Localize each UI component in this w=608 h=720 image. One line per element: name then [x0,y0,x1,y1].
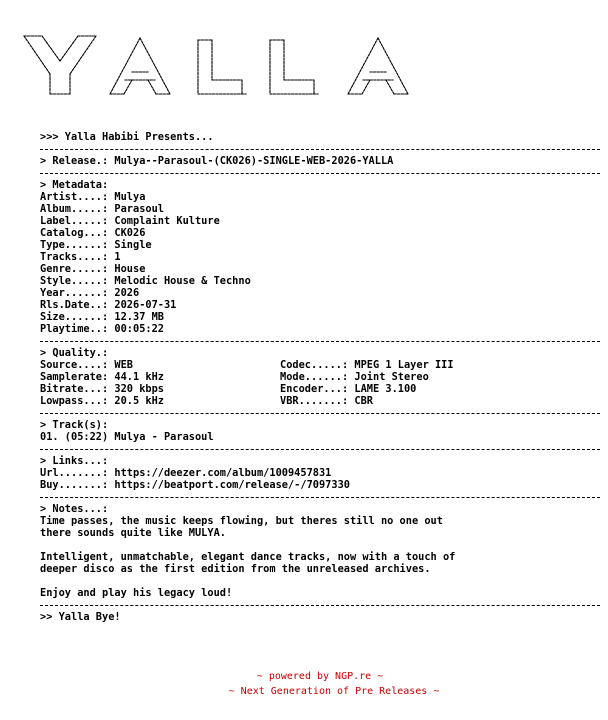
quality-codec: Codec.....: MPEG 1 Layer III [280,359,454,371]
blank-line [40,575,455,587]
intro-line: >>> Yalla Habibi Presents... [40,131,214,143]
metadata-artist: Artist....: Mulya [40,191,146,203]
quality-row [40,383,455,395]
separator [40,599,455,611]
metadata-label: Label.....: Complaint Kulture [40,215,220,227]
quality-lowpass: Lowpass...: 20.5 kHz [40,395,164,407]
separator [40,491,455,503]
outro-line: >> Yalla Bye! [40,611,121,623]
metadata-genre: Genre.....: House [40,263,146,275]
quality-row [40,395,455,407]
separator [40,407,455,419]
metadata-header: > Metadata: [40,179,109,191]
link-buy: Buy.......: https://beatport.com/release/-/7097330 [40,479,350,491]
metadata-catalog: Catalog...: CK026 [40,227,146,239]
blank-line [40,539,455,551]
yalla-ascii-logo [20,28,440,98]
metadata-tracks: Tracks....: 1 [40,251,121,263]
notes-paragraph-2-line-2: deeper disco as the first edition from the unreleased archives. [40,563,431,575]
quality-encoder: Encoder...: LAME 3.100 [280,383,417,395]
quality-bitrate: Bitrate...: 320 kbps [40,383,164,395]
links-header: > Links...: [40,455,109,467]
quality-row [40,371,455,383]
separator [40,443,455,455]
footer-tagline: ~ Next Generation of Pre Releases ~ [228,686,440,697]
notes-paragraph-1-line-2: there sounds quite like MULYA. [40,527,226,539]
footer-powered-by: ~ powered by NGP.re ~ [256,671,384,682]
metadata-type: Type......: Single [40,239,152,251]
separator [40,143,455,155]
metadata-release-date: Rls.Date..: 2026-07-31 [40,299,177,311]
quality-mode: Mode......: Joint Stereo [280,371,429,383]
metadata-album: Album.....: Parasoul [40,203,164,215]
metadata-year: Year......: 2026 [40,287,140,299]
track-item: 01. (05:22) Mulya - Parasoul [40,431,214,443]
separator [40,167,455,179]
quality-row [40,359,455,371]
metadata-playtime: Playtime..: 00:05:22 [40,323,164,335]
quality-source: Source....: WEB [40,359,133,371]
link-url: Url.......: https://deezer.com/album/1009457831 [40,467,332,479]
notes-paragraph-2-line-1: Intelligent, unmatchable, elegant dance tracks, now with a touch of [40,551,456,563]
separator [40,335,455,347]
metadata-style: Style.....: Melodic House & Techno [40,275,251,287]
notes-paragraph-3: Enjoy and play his legacy loud! [40,587,233,599]
quality-vbr: VBR.......: CBR [280,395,373,407]
metadata-size: Size......: 12.37 MB [40,311,164,323]
quality-samplerate: Samplerate: 44.1 kHz [40,371,164,383]
tracks-header: > Track(s): [40,419,109,431]
notes-paragraph-1-line-1: Time passes, the music keeps flowing, but theres still no one out [40,515,443,527]
notes-header: > Notes...: [40,503,109,515]
quality-header: > Quality.: [40,347,109,359]
release-line: > Release.: Mulya--Parasoul-(CK026)-SINGLE-WEB-2026-YALLA [40,155,394,167]
nfo-text [40,131,455,623]
